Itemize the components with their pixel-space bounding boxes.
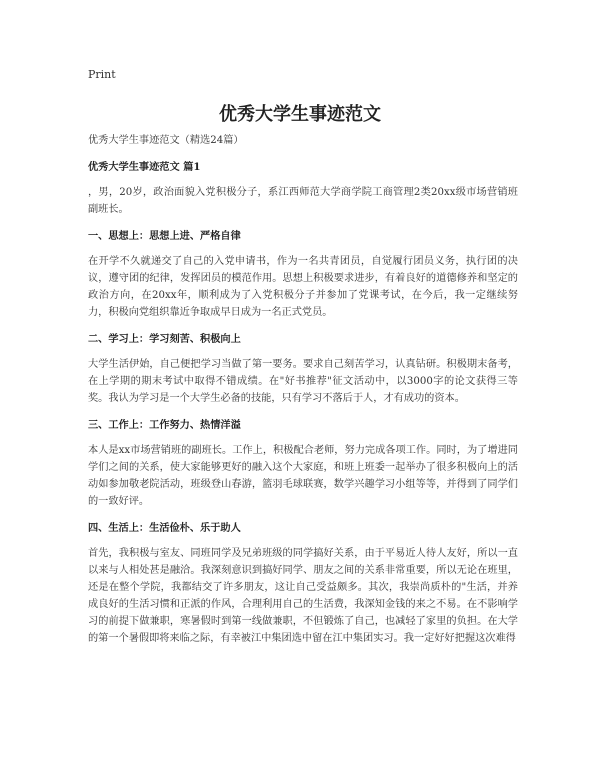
heading-life: 四、生活上：生活俭朴、乐于助人 bbox=[88, 522, 241, 534]
section-title: 优秀大学生事迹范文 篇1 bbox=[88, 161, 201, 173]
document-subtitle: 优秀大学生事迹范文（精选24篇） bbox=[88, 135, 244, 146]
document-body bbox=[88, 132, 518, 657]
print-link[interactable]: Print bbox=[88, 68, 116, 81]
thought-paragraph: 在开学不久就递交了自己的入党申请书，作为一名共青团员，自觉履行团员义务，执行团的决议，遵守团的纪律，发挥团员的模范作用。思想上积极要求进步，有着良好的道德修养和坚定的政治方向，在20xx年，顺利成为了入党积极分子并参加了党课考试，在今后，我一定继续努力，积极向党组织靠近争取成早日成为一名正式党员。 bbox=[88, 256, 518, 318]
work-paragraph: 本人是xx市场营销班的副班长。工作上，积极配合老师，努力完成各项工作。同时，为了增进同学们之间的关系，使大家能够更好的融入这个大家庭，和班上班委一起举办了很多积极向上的活动如参加敬老院活动，班级登山春游，篮羽毛球联赛，数学兴趣学习小组等等，并得到了同学们的一致好评。 bbox=[88, 445, 518, 507]
heading-thought: 一、思想上：思想上进、严格自律 bbox=[88, 230, 241, 242]
intro-paragraph: ，男，20岁，政治面貌入党积极分子，系江西师范大学商学院工商管理2类20xx级市场营销班副班长。 bbox=[88, 187, 518, 215]
study-paragraph: 大学生活伊始，自己便把学习当做了第一要务。要求自己刻苦学习，认真钻研。积极期末备考，在上学期的期末考试中取得不错成绩。在"好书推荐"征文活动中，以3000字的论文获得三等奖。我认为学习是一个大学生必备的技能，只有学习不落后于人，才有成功的资本。 bbox=[88, 359, 518, 404]
life-paragraph: 首先，我积极与室友、同班同学及兄弟班级的同学搞好关系，由于平易近人待人友好，所以一直以来与人相处甚是融洽。我深刻意识到搞好同学、朋友之间的关系非常重要，所以无论在班里，还是在整个学院，我都结交了许多朋友，这让自己受益颇多。其次，我崇尚质朴的"生活，并养成良好的生活习惯和正派的作风，合理利用自己的生活费，我深知金钱的来之不易。在不影响学习的前提下做兼职，寒暑假时到第一线做兼职，不但锻炼了自己，也减轻了家里的负担。在大学的第一个暑假即将来临之际，有幸被江中集团选中留在江中集团实习。我一定好好把握这次难得 bbox=[88, 548, 518, 644]
heading-study: 二、学习上：学习刻苦、积极向上 bbox=[88, 333, 241, 345]
heading-work: 三、工作上：工作努力、热情洋溢 bbox=[88, 419, 241, 431]
document-title: 优秀大学生事迹范文 bbox=[219, 104, 381, 125]
